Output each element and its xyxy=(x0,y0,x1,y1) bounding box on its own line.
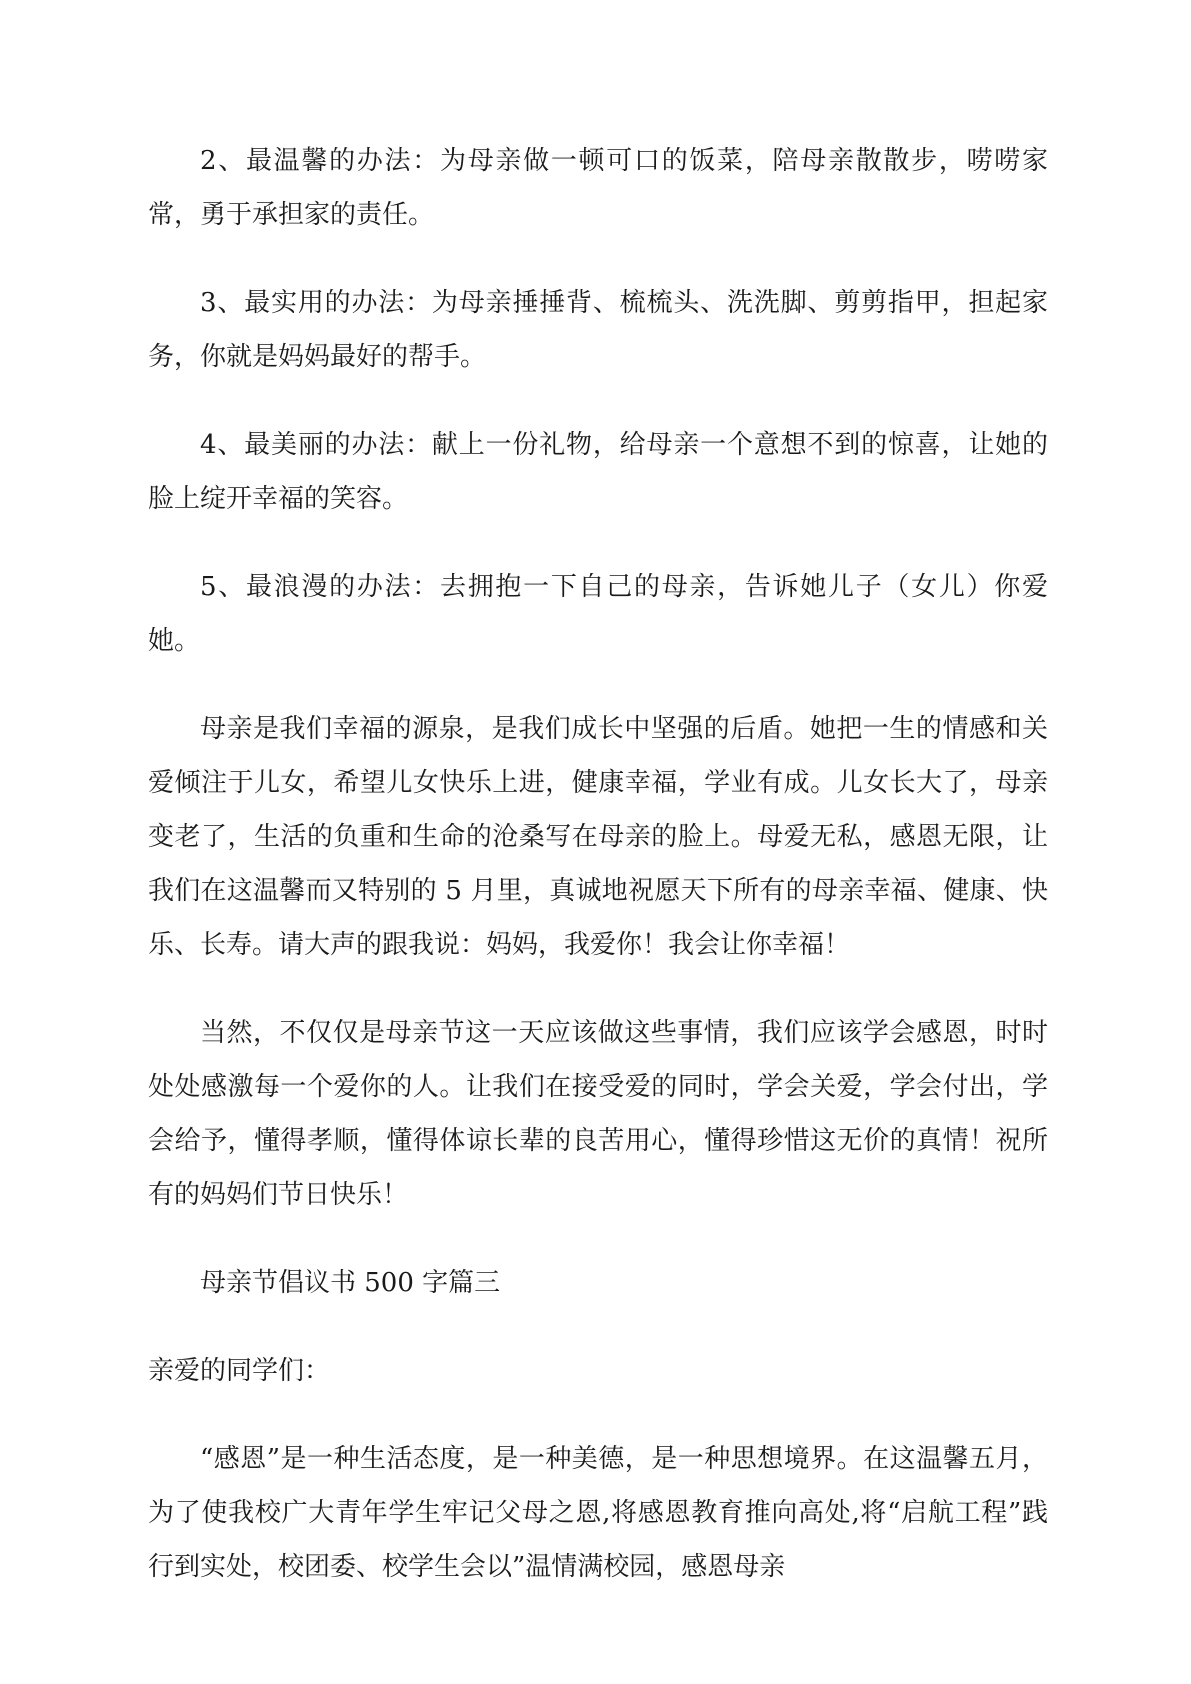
paragraph-gratitude: 当然，不仅仅是母亲节这一天应该做这些事情，我们应该学会感恩，时时处处感激每一个爱你的人。让我们在接受爱的同时，学会关爱，学会付出，学会给予，懂得孝顺，懂得体谅长辈的良苦用心，懂得珍惜这无价的真情！祝所有的妈妈们节日快乐！ xyxy=(148,1018,1048,1210)
document-page xyxy=(148,134,1048,1628)
section-title: 母亲节倡议书 500 字篇三 xyxy=(200,1268,501,1298)
salutation: 亲爱的同学们： xyxy=(148,1356,331,1386)
paragraph-method-3: 3、最实用的办法：为母亲捶捶背、梳梳头、洗洗脚、剪剪指甲，担起家务，你就是妈妈最好的帮手。 xyxy=(148,288,1048,372)
paragraph-method-4: 4、最美丽的办法：献上一份礼物，给母亲一个意想不到的惊喜，让她的脸上绽开幸福的笑容。 xyxy=(148,430,1048,514)
paragraph-mother-source: 母亲是我们幸福的源泉，是我们成长中坚强的后盾。她把一生的情感和关爱倾注于儿女，希望儿女快乐上进，健康幸福，学业有成。儿女长大了，母亲变老了，生活的负重和生命的沧桑写在母亲的脸上。母爱无私，感恩无限，让我们在这温馨而又特别的 5 月里，真诚地祝愿天下所有的母亲幸福、健康、快乐、长寿。请大声的跟我说：妈妈，我爱你！我会让你幸福！ xyxy=(148,714,1048,960)
paragraph-thanksgiving: “感恩”是一种生活态度，是一种美德，是一种思想境界。在这温馨五月，为了使我校广大青年学生牢记父母之恩,将感恩教育推向高处,将“启航工程”践行到实处，校团委、校学生会以”温情满校园，感恩母亲 xyxy=(148,1444,1048,1582)
paragraph-method-5: 5、最浪漫的办法：去拥抱一下自己的母亲，告诉她儿子（女儿）你爱她。 xyxy=(148,572,1048,656)
paragraph-method-2: 2、最温馨的办法：为母亲做一顿可口的饭菜，陪母亲散散步，唠唠家常，勇于承担家的责任。 xyxy=(148,146,1048,230)
